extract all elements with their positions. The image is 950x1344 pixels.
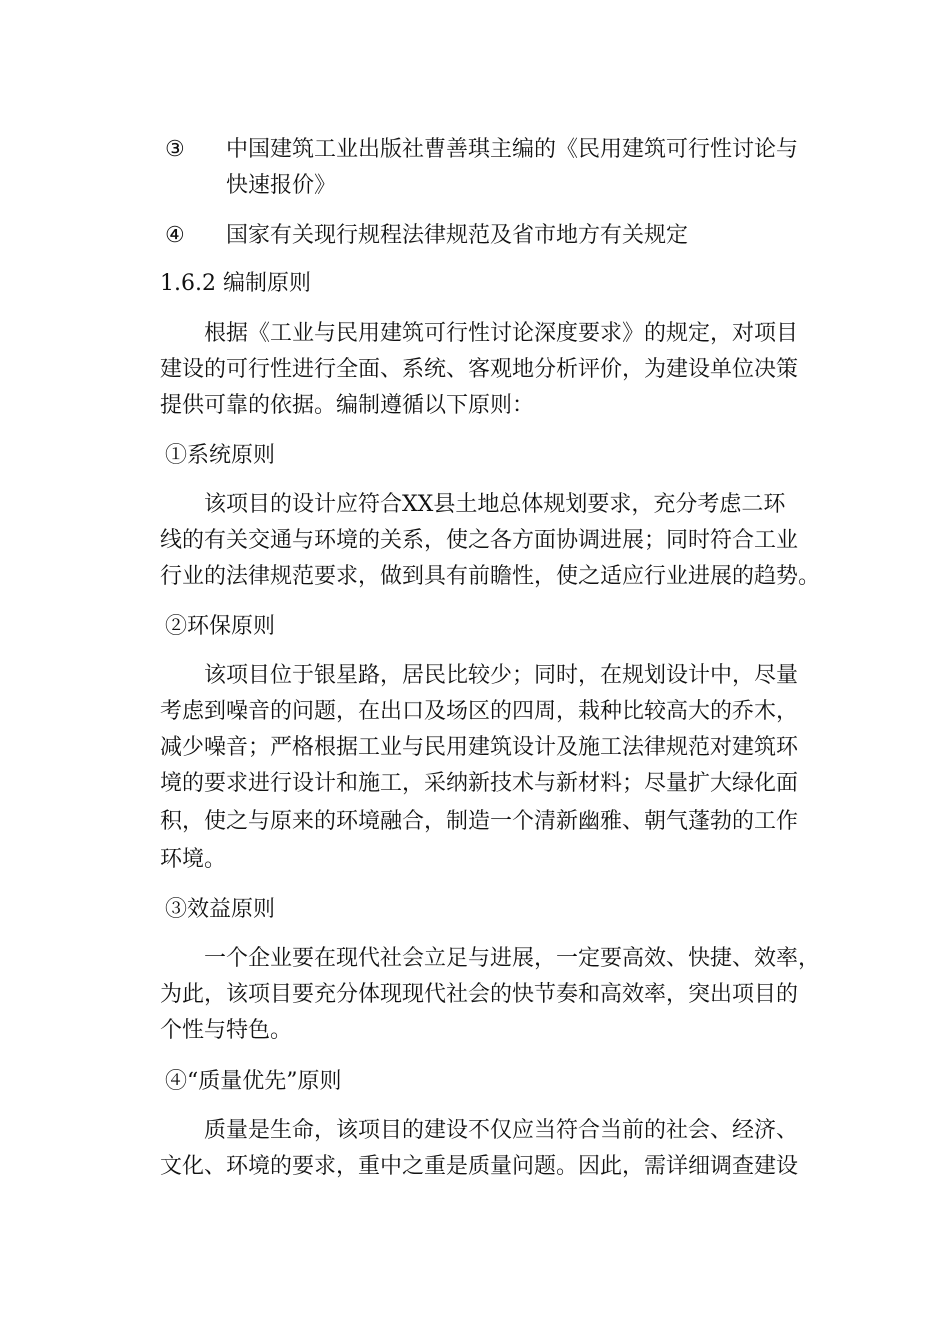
paragraph-line: 境的要求进行设计和施工，采纳新技术与新材料；尽量扩大绿化面 xyxy=(160,771,799,796)
paragraph-line: 该项目位于银星路，居民比较少；同时，在规划设计中，尽量 xyxy=(204,663,799,688)
paragraph-line: 线的有关交通与环境的关系，使之各方面协调进展；同时符合工业 xyxy=(160,528,799,553)
principle-heading: ①系统原则 xyxy=(165,443,276,468)
list-item-text: 国家有关现行规程法律规范及省市地方有关规定 xyxy=(226,223,689,248)
paragraph-line: 为此，该项目要充分体现现代社会的快节奏和高效率，突出项目的 xyxy=(160,982,799,1007)
list-item-text: 中国建筑工业出版社曹善琪主编的《民用建筑可行性讨论与 xyxy=(226,137,799,162)
paragraph-line: 提供可靠的依据。编制遵循以下原则： xyxy=(160,393,535,418)
principle-heading: ③效益原则 xyxy=(165,897,276,922)
list-marker: ③ xyxy=(165,137,185,162)
paragraph-line: 个性与特色。 xyxy=(160,1018,293,1043)
list-marker: ④ xyxy=(165,223,185,248)
paragraph-line: 文化、环境的要求，重中之重是质量问题。因此，需详细调查建设 xyxy=(160,1154,799,1179)
paragraph-line: 考虑到噪音的问题，在出口及场区的四周，栽种比较高大的乔木， xyxy=(160,699,799,724)
principle-heading: ④“质量优先”原则 xyxy=(165,1069,342,1094)
paragraph-line: 建设的可行性进行全面、系统、客观地分析评价，为建设单位决策 xyxy=(160,357,799,382)
paragraph-line: 该项目的设计应符合XX县土地总体规划要求，充分考虑二环 xyxy=(204,492,786,517)
paragraph-line: 积，使之与原来的环境融合，制造一个清新幽雅、朝气蓬勃的工作 xyxy=(160,809,799,834)
paragraph-line: 质量是生命，该项目的建设不仅应当符合当前的社会、经济、 xyxy=(204,1118,799,1143)
paragraph-line: 根据《工业与民用建筑可行性讨论深度要求》的规定，对项目 xyxy=(204,321,799,346)
paragraph-line: 一个企业要在现代社会立足与进展，一定要高效、快捷、效率， xyxy=(204,946,821,971)
section-heading: 1.6.2 编制原则 xyxy=(160,271,311,296)
paragraph-line: 行业的法律规范要求，做到具有前瞻性，使之适应行业进展的趋势。 xyxy=(160,564,821,589)
principle-heading: ②环保原则 xyxy=(165,614,276,639)
paragraph-line: 环境。 xyxy=(160,847,227,872)
list-item-text: 快速报价》 xyxy=(226,173,337,198)
paragraph-line: 减少噪音；严格根据工业与民用建筑设计及施工法律规范对建筑环 xyxy=(160,735,799,760)
